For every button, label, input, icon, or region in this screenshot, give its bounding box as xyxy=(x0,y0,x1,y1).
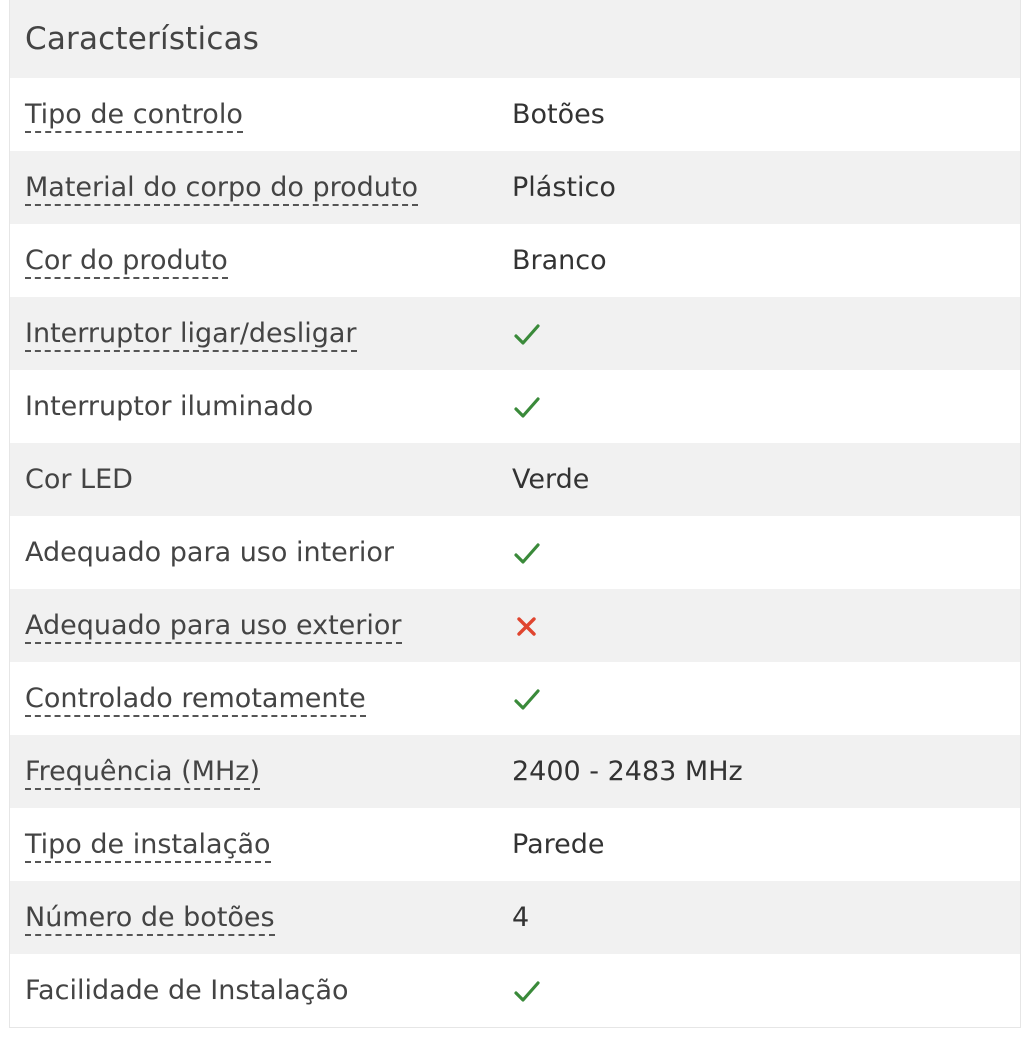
spec-label-on-off-switch[interactable]: Interruptor ligar/desligar xyxy=(25,318,357,352)
spec-value-button-count: 4 xyxy=(512,902,530,933)
cross-icon xyxy=(512,611,542,641)
check-icon xyxy=(512,538,542,568)
spec-row-body-material xyxy=(10,151,1020,224)
spec-row-on-off-switch xyxy=(10,297,1020,370)
spec-row-remote-controlled xyxy=(10,662,1020,735)
spec-value-control-type: Botões xyxy=(512,99,605,130)
specifications-title: Características xyxy=(25,21,260,57)
spec-label-control-type[interactable]: Tipo de controlo xyxy=(25,99,243,133)
spec-label-button-count[interactable]: Número de botões xyxy=(25,902,275,936)
check-icon xyxy=(512,392,542,422)
spec-label-body-material[interactable]: Material do corpo do produto xyxy=(25,172,418,206)
spec-value-frequency: 2400 - 2483 MHz xyxy=(512,756,743,787)
spec-row-installation-type xyxy=(10,808,1020,881)
spec-row-control-type xyxy=(10,78,1020,151)
spec-row-indoor-use xyxy=(10,516,1020,589)
spec-value-led-color: Verde xyxy=(512,464,590,495)
spec-label-installation-type[interactable]: Tipo de instalação xyxy=(25,829,271,863)
spec-label-ease-of-installation: Facilidade de Instalação xyxy=(25,974,349,1006)
spec-label-illuminated-switch: Interruptor iluminado xyxy=(25,390,314,422)
spec-label-product-color[interactable]: Cor do produto xyxy=(25,245,228,279)
check-icon xyxy=(512,684,542,714)
spec-row-frequency xyxy=(10,735,1020,808)
spec-label-led-color: Cor LED xyxy=(25,463,133,495)
spec-value-product-color: Branco xyxy=(512,245,607,276)
spec-value-body-material: Plástico xyxy=(512,172,616,203)
spec-row-led-color xyxy=(10,443,1020,516)
spec-label-indoor-use: Adequado para uso interior xyxy=(25,536,395,568)
specifications-table xyxy=(9,0,1021,1028)
spec-row-outdoor-use xyxy=(10,589,1020,662)
spec-row-product-color xyxy=(10,224,1020,297)
spec-row-illuminated-switch xyxy=(10,370,1020,443)
spec-row-ease-of-installation xyxy=(10,954,1020,1027)
spec-label-remote-controlled[interactable]: Controlado remotamente xyxy=(25,683,366,717)
spec-label-outdoor-use[interactable]: Adequado para uso exterior xyxy=(25,610,402,644)
spec-label-frequency[interactable]: Frequência (MHz) xyxy=(25,756,260,790)
specifications-header xyxy=(10,0,1020,78)
check-icon xyxy=(512,976,542,1006)
spec-row-button-count xyxy=(10,881,1020,954)
check-icon xyxy=(512,319,542,349)
spec-value-installation-type: Parede xyxy=(512,829,605,860)
